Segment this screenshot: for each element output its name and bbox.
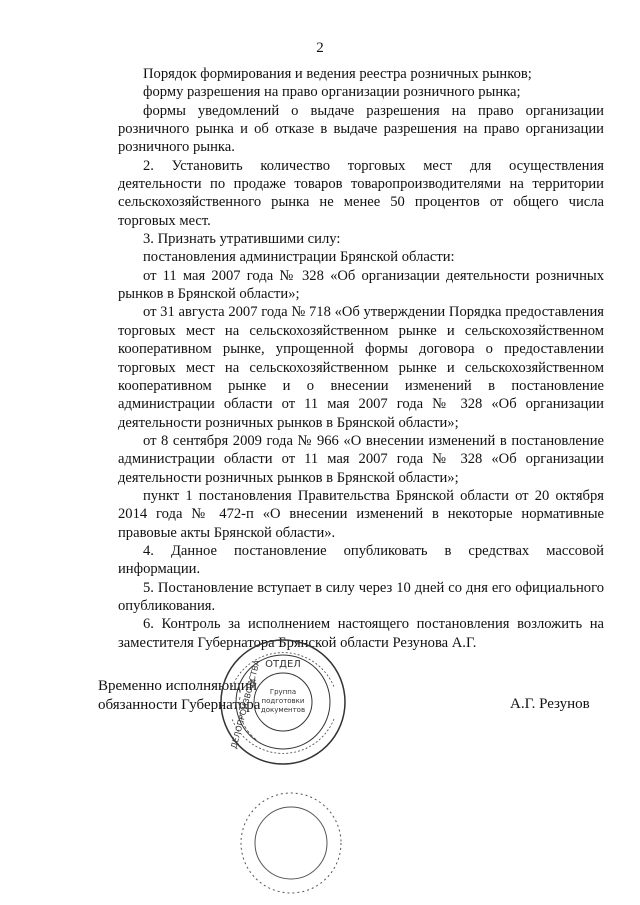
document-body	[118, 65, 604, 652]
stamp-center-line: документов	[260, 706, 306, 714]
paragraph: 4. Данное постановление опубликовать в средствах массовой информации.	[118, 542, 604, 578]
page-number: 2	[316, 40, 324, 56]
signature-title-line: Временно исполняющий	[98, 678, 257, 694]
paragraph: 6. Контроль за исполнением настоящего постановления возложить на заместителя Губернатора Брянской области Резунова А.Г.	[118, 616, 604, 651]
paragraph: 2. Установить количество торговых мест для осуществления деятельности по продаже товаров товаропроизводителями на территории сельскохозяйственного рынка не менее 50 процентов от общего числа торговых мест.	[118, 157, 604, 229]
paragraph: пункт 1 постановления Правительства Брянской области от 20 октября 2014 года № 472-п «О внесении изменений в некоторые нормативные правовые акты Брянской области».	[118, 487, 604, 541]
signature-title-line: обязанности Губернатора	[98, 697, 261, 713]
stamp-center-line: подготовки	[261, 697, 305, 705]
paragraph: форму разрешения на право организации розничного рынка;	[143, 84, 521, 101]
stamp-center-line: Группа	[269, 688, 297, 696]
paragraph: 3. Признать утратившими силу:	[143, 231, 341, 248]
paragraph: формы уведомлений о выдаче разрешения на право организации розничного рынка и об отказе в выдаче разрешения на право организации розничного рынка.	[118, 102, 604, 156]
paragraph: 5. Постановление вступает в силу через 10 дней со дня его официального опубликования.	[118, 579, 604, 614]
signature-name: А.Г. Резунов	[510, 696, 590, 712]
paragraph: от 8 сентября 2009 года № 966 «О внесении изменений в постановление администрации области от 11 мая 2007 года № 328 «Об организации деятельности розничных рынков в Брянской области»;	[118, 432, 604, 486]
paragraph: постановления администрации Брянской области:	[143, 249, 455, 266]
paragraph: Порядок формирования и ведения реестра розничных рынков;	[143, 66, 532, 82]
stamp-top-word: ОТДЕЛ	[265, 659, 301, 670]
stamp-side-word: ДЕЛОПРОИЗВОДСТВА	[229, 659, 262, 750]
paragraph: от 31 августа 2007 года № 718 «Об утверждении Порядка предоставления торговых мест на сельскохозяйственном рынке и сельскохозяйственном кооперативном рынке, упрощенной формы договора о предоставлении торговых мест на сельскохозяйственном рынке и сельскохозяйственном кооперативном рынке и о внесении изменений в постановление администрации области от 11 мая 2007 года № 328 «Об организации деятельности розничных рынков в Брянской области»;	[118, 304, 604, 431]
round-stamp	[218, 637, 348, 767]
paragraph: от 11 мая 2007 года № 328 «Об организации деятельности розничных рынков в Брянской области»;	[118, 267, 604, 303]
stamp-imprint-fragment	[236, 788, 346, 898]
